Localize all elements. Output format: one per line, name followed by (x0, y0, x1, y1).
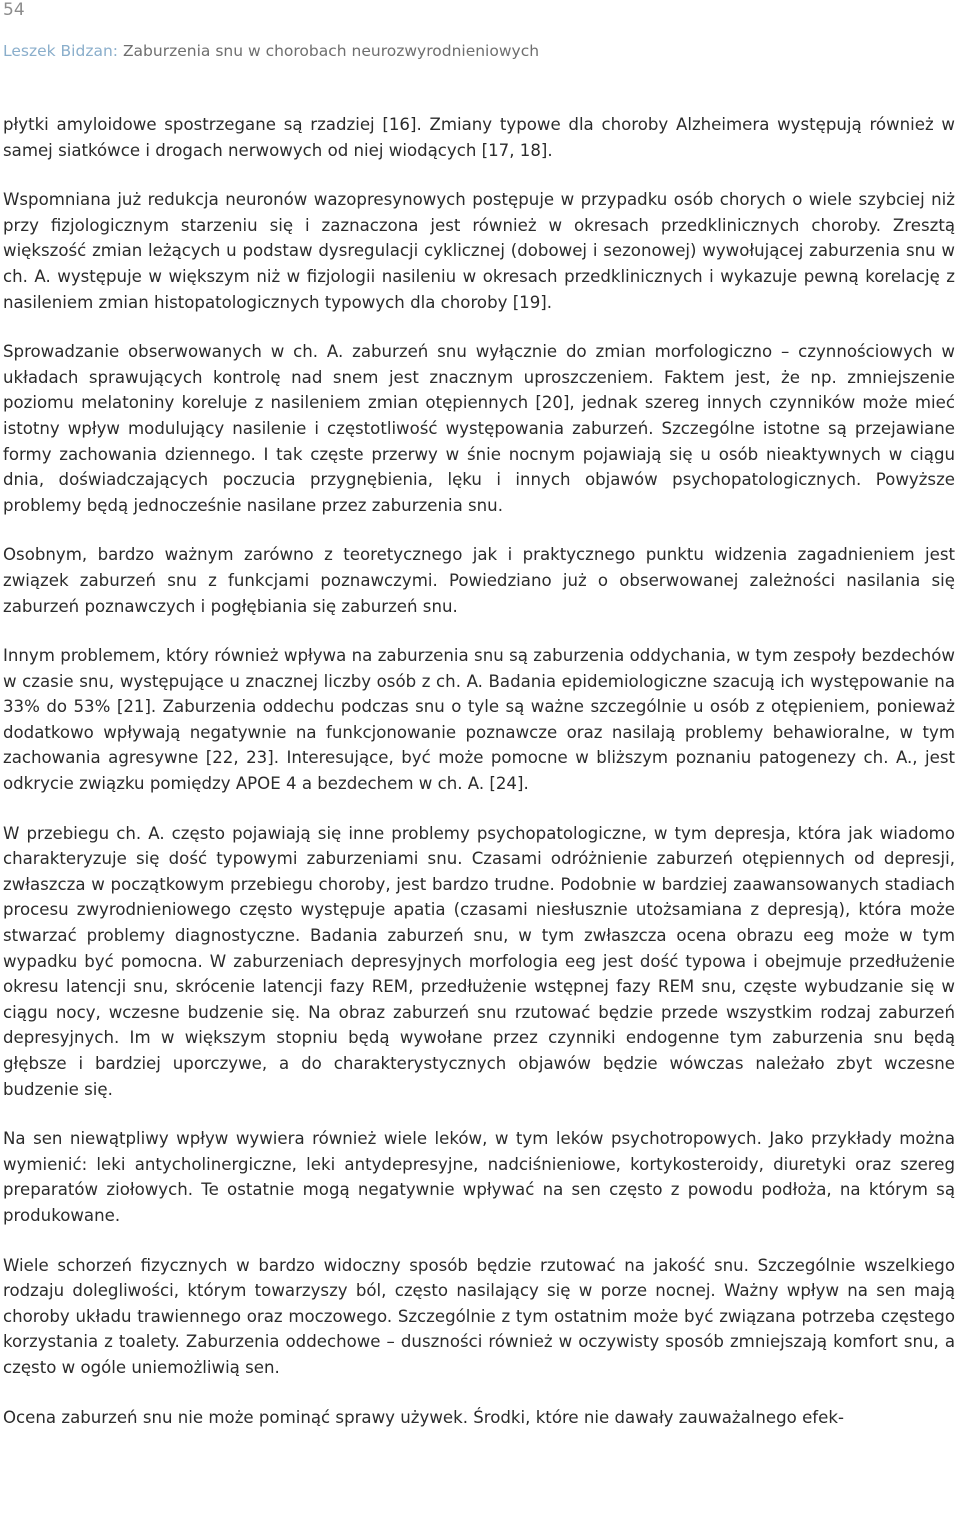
header-author: Leszek Bidzan: (3, 42, 119, 60)
paragraph: Wspomniana już redukcja neuronów wazopresynowych postępuje w przypadku osób chorych o wiele szybciej niż przy fizjologicznym starzeniu się i zaznaczona jest również w okresach przedklinicznych choroby. Zresztą większość zmian leżących u podstaw dysregulacji cyklicznej (dobowej i sezonowej) wywołującej zaburzenia snu w ch. A. występuje w większym niż w fizjologii nasileniu w okresach przedklinicznych i wykazuje pewną korelację z nasileniem zmian histopatologicznych typowych dla choroby [19]. (3, 190, 955, 312)
paragraph: Innym problemem, który również wpływa na zaburzenia snu są zaburzenia oddychania, w tym zespoły bezdechów w czasie snu, występujące u znacznej liczby osób z ch. A. Badania epidemiologiczne szacują ich występowanie na 33% do 53% [21]. Zaburzenia oddechu podczas snu o tyle są ważne szczególnie u osób z otępieniem, ponieważ dodatkowo wpływają negatywnie na funkcjonowanie poznawcze oraz nasilają problemy behawioralne, w tym zachowania agresywne [22, 23]. Interesujące, być może pomocne w bliższym poznaniu patogenezy ch. A., jest odkrycie związku pomiędzy APOE 4 a bezdechem w ch. A. [24]. (3, 646, 955, 794)
header-title: Zaburzenia snu w chorobach neurozwyrodnieniowych (118, 42, 540, 60)
paragraph: Ocena zaburzeń snu nie może pominąć sprawy używek. Środki, które nie dawały zauważalnego efek- (3, 1407, 844, 1427)
article-body (3, 112, 955, 1430)
paragraph: W przebiegu ch. A. często pojawiają się inne problemy psychopatologiczne, w tym depresja, która jak wiadomo charakteryzuje się dość typowymi zaburzeniami snu. Czasami odróżnienie zaburzeń otępiennych od depresji, zwłaszcza w początkowym przebiegu choroby, jest bardzo trudne. Podobnie w bardziej zaawansowanych stadiach procesu zwyrodnieniowego często występuje apatia (czasami niesłusznie utożsamiana z depresją), która może stwarzać problemy diagnostyczne. Badania zaburzeń snu, w tym zwłaszcza ocena obrazu eeg może w tym wypadku być pomocna. W zaburzeniach depresyjnych morfologia eeg jest dość typowa i obejmuje przedłużenie okresu latencji snu, skrócenie latencji fazy REM, przedłużenie wstępnej fazy REM snu, częste wybudzanie się w ciągu nocy, wczesne budzenie się. Na obraz zaburzeń snu rzutować będzie przede wszystkim rodzaj zaburzeń depresyjnych. Im w większym stopniu będą wywołane przez czynniki endogenne tym zaburzenia snu będą głębsze i bardziej uporczywe, a do charakterystycznych objawów będzie wówczas należało zbyt wczesne budzenie się. (3, 823, 955, 1099)
page-number: 54 (3, 0, 25, 20)
paragraph: płytki amyloidowe spostrzegane są rzadziej [16]. Zmiany typowe dla choroby Alzheimera występują również w samej siatkówce i drogach nerwowych od niej wiodących [17, 18]. (3, 115, 955, 160)
paragraph: Wiele schorzeń fizycznych w bardzo widoczny sposób będzie rzutować na jakość snu. Szczególnie wszelkiego rodzaju dolegliwości, którym towarzyszy ból, często nasilający się w porze nocnej. Ważny wpływ na sen mają choroby układu trawiennego oraz moczowego. Szczególnie z tym ostatnim może być związana potrzeba częstego korzystania z toalety. Zaburzenia oddechowe – duszności również w oczywisty sposób zmniejszają komfort snu, a często w ogóle uniemożliwią sen. (3, 1255, 955, 1377)
paragraph: Na sen niewątpliwy wpływ wywiera również wiele leków, w tym leków psychotropowych. Jako przykłady można wymienić: leki antycholinergiczne, leki antydepresyjne, nadciśnieniowe, kortykosteroidy, diuretyki oraz szereg preparatów ziołowych. Te ostatnie mogą negatywnie wpływać na sen często z powodu podłoża, na którym są produkowane. (3, 1129, 955, 1225)
paragraph: Osobnym, bardzo ważnym zarówno z teoretycznego jak i praktycznego punktu widzenia zagadnieniem jest związek zaburzeń snu z funkcjami poznawczymi. Powiedziano już o obserwowanej zależności nasilania się zaburzeń poznawczych i pogłębiania się zaburzeń snu. (3, 545, 955, 616)
paragraph: Sprowadzanie obserwowanych w ch. A. zaburzeń snu wyłącznie do zmian morfologiczno – czynnościowych w układach sprawujących kontrolę nad snem jest znacznym uproszczeniem. Faktem jest, że np. zmniejszenie poziomu melatoniny koreluje z nasileniem zmian otępiennych [20], jednak szereg innych czynników może mieć istotny wpływ modulujący nasilenie i częstotliwość występowania zaburzeń. Szczególne istotne są przejawiane formy zachowania dziennego. I tak częste przerwy w śnie nocnym pojawiają się u osób nieaktywnych w ciągu dnia, doświadczających poczucia przygnębienia, lęku i innych objawów psychopatologicznych. Powyższe problemy będą jednocześnie nasilane przez zaburzenia snu. (3, 342, 955, 515)
running-header (3, 40, 539, 62)
